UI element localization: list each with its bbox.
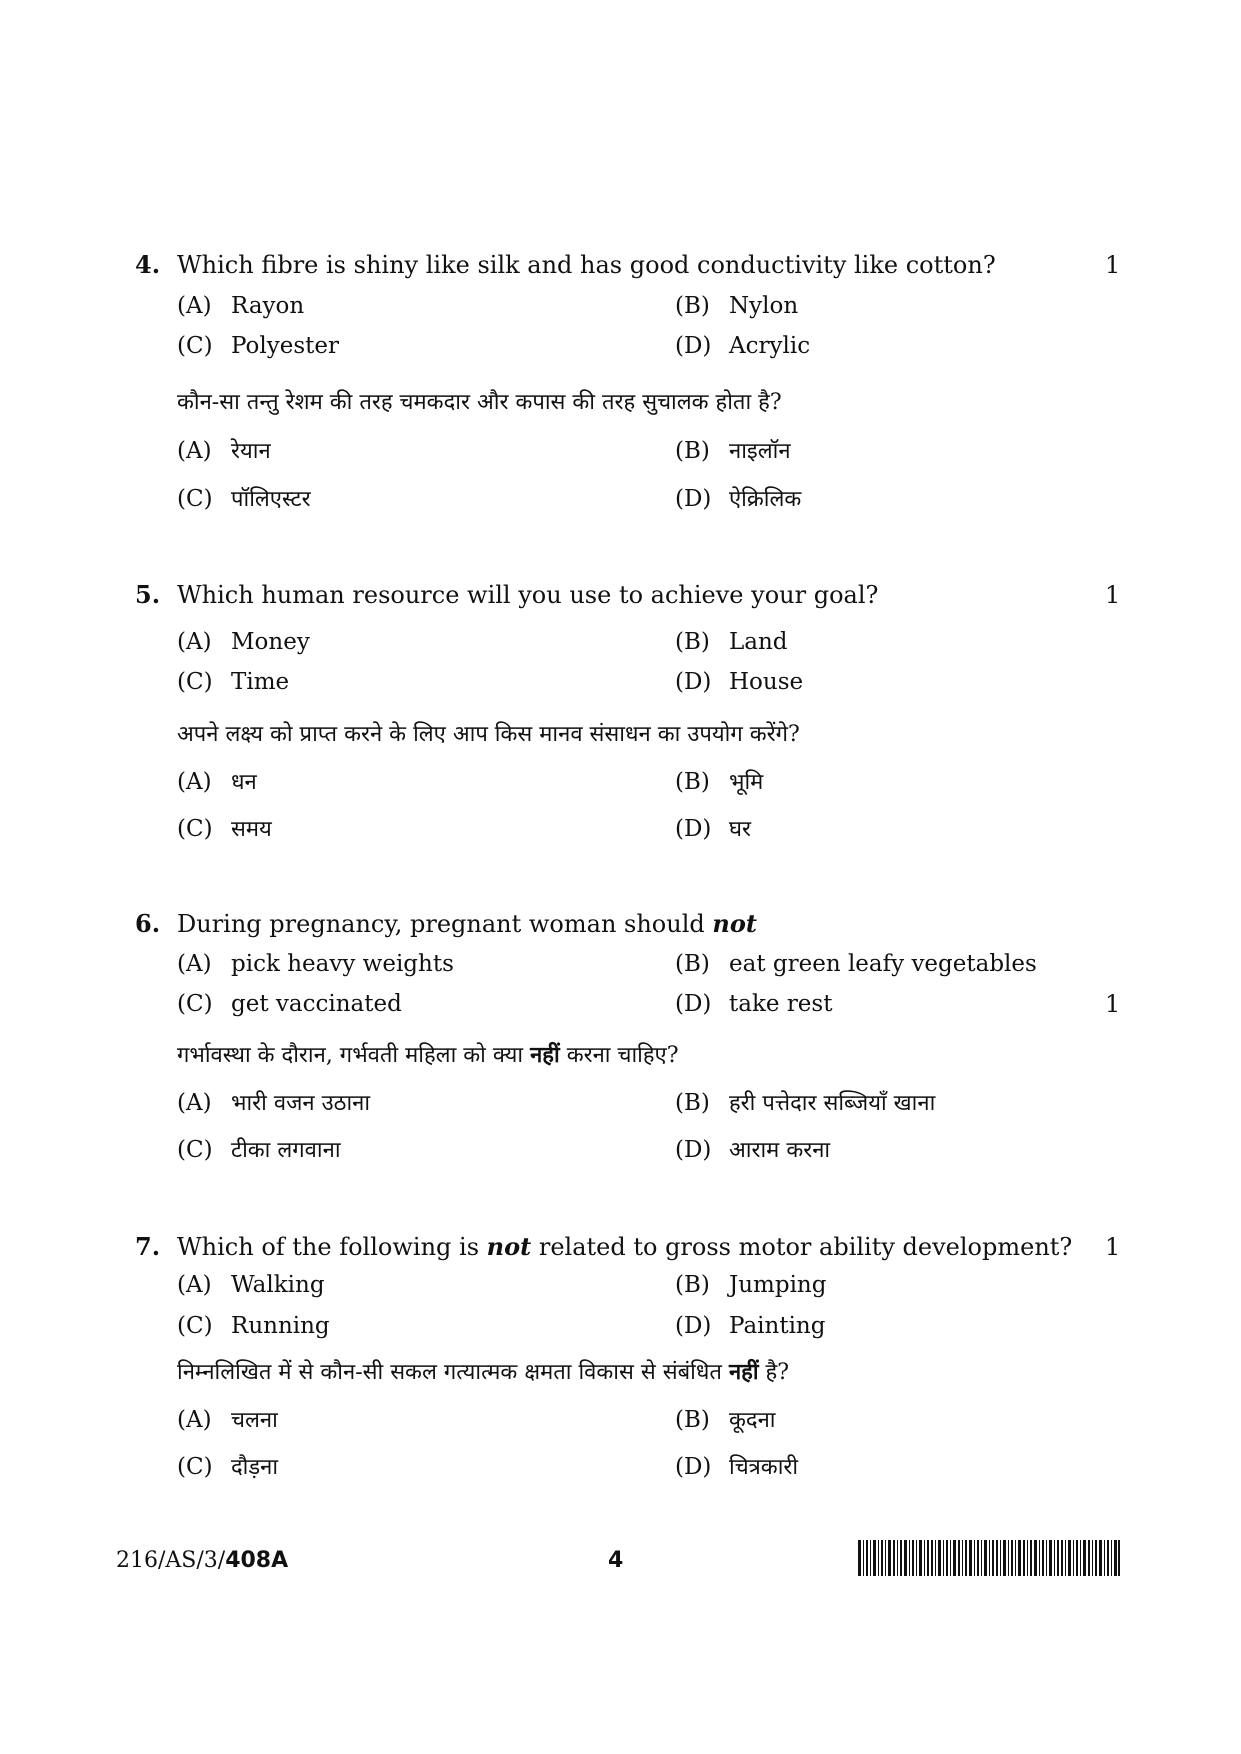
option-b: (B) Nylon <box>675 293 799 319</box>
option-d-hi: (D) ऐक्रिलिक <box>675 486 802 512</box>
option-d: (D) Acrylic <box>675 333 811 359</box>
option-b-hi: (B) कूदना <box>675 1407 776 1433</box>
question-text-hi: अपने लक्ष्य को प्राप्त करने के लिए आप किस मानव संसाधन का उपयोग करेंगे? <box>177 722 800 747</box>
option-c: (C) Polyester <box>177 333 340 359</box>
question-number: 7. <box>135 1232 161 1261</box>
option-c-hi: (C) समय <box>177 816 272 842</box>
question-number: 6. <box>135 909 161 938</box>
emphasis-nahin: नहीं <box>530 1042 560 1068</box>
option-a-hi: (A) रेयान <box>177 438 271 464</box>
option-b-hi: (B) नाइलॉन <box>675 438 791 464</box>
option-a: (A) pick heavy weights <box>177 951 454 977</box>
question-text-hi: गर्भावस्था के दौरान, गर्भवती महिला को क्या नहीं करना चाहिए? <box>177 1042 679 1068</box>
option-b: (B) eat green leafy vegetables <box>675 951 1037 977</box>
option-c-hi: (C) पॉलिएस्टर <box>177 486 311 512</box>
marks: 1 <box>1105 990 1121 1018</box>
question-text-en: 4. Which fibre is shiny like silk and has good conductivity like cotton? <box>135 250 996 279</box>
option-a-hi: (A) चलना <box>177 1407 278 1433</box>
option-d: (D) take rest <box>675 991 833 1017</box>
paper-code: 216/AS/3/408A <box>116 1548 289 1573</box>
marks: 1 <box>1105 251 1121 279</box>
option-a: (A) Rayon <box>177 293 305 319</box>
question-text-en: 5. Which human resource will you use to achieve your goal? <box>135 580 879 609</box>
option-d-hi: (D) घर <box>675 816 752 842</box>
question-text-en: 7. Which of the following is not related to gross motor ability development? <box>135 1232 1073 1261</box>
option-a: (A) Money <box>177 629 310 655</box>
option-a-hi: (A) भारी वजन उठाना <box>177 1090 371 1116</box>
emphasis-not: not <box>486 1232 532 1261</box>
page-number: 4 <box>608 1548 624 1573</box>
option-a: (A) Walking <box>177 1272 325 1298</box>
option-c: (C) Running <box>177 1313 330 1339</box>
emphasis-not: not <box>712 909 757 938</box>
marks: 1 <box>1105 581 1121 609</box>
option-d-hi: (D) चित्रकारी <box>675 1454 799 1480</box>
question-text-hi: निम्नलिखित में से कौन-सी सकल गत्यात्मक क्षमता विकास से संबंधित नहीं है? <box>177 1359 790 1385</box>
option-b-hi: (B) हरी पत्तेदार सब्जियाँ खाना <box>675 1090 936 1116</box>
option-d-hi: (D) आराम करना <box>675 1137 831 1163</box>
question-number: 4. <box>135 250 161 279</box>
option-c-hi: (C) टीका लगवाना <box>177 1137 341 1163</box>
option-d: (D) House <box>675 669 804 695</box>
question-text-hi: कौन-सा तन्तु रेशम की तरह चमकदार और कपास की तरह सुचालक होता है? <box>177 390 782 415</box>
option-c: (C) Time <box>177 669 290 695</box>
option-c: (C) get vaccinated <box>177 991 402 1017</box>
option-a-hi: (A) धन <box>177 769 257 795</box>
option-b: (B) Land <box>675 629 788 655</box>
barcode-icon <box>858 1540 1120 1576</box>
option-b: (B) Jumping <box>675 1272 827 1298</box>
option-c-hi: (C) दौड़ना <box>177 1454 279 1480</box>
option-b-hi: (B) भूमि <box>675 769 764 795</box>
question-number: 5. <box>135 580 161 609</box>
question-text-en: 6. During pregnancy, pregnant woman should not <box>135 909 757 938</box>
emphasis-nahin: नहीं <box>728 1359 759 1385</box>
option-d: (D) Painting <box>675 1313 826 1339</box>
marks: 1 <box>1105 1233 1121 1261</box>
